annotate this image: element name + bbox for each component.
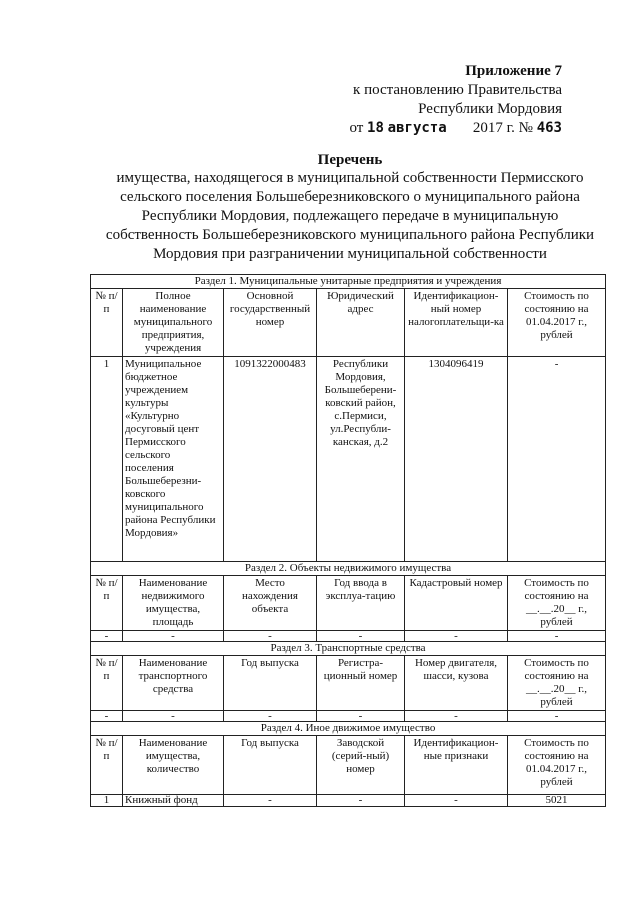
table-cell: - [91, 631, 123, 642]
table-cell: 5021 [508, 795, 606, 807]
table-cell: Книжный фонд [123, 795, 224, 807]
appendix-number: Приложение 7 [465, 63, 562, 79]
column-header: № п/п [91, 289, 123, 357]
table-cell: Республики Мордовия, Большеберени-ковский район, с.Пермиси, ул.Республи-канская, д.2 [317, 357, 405, 562]
appendix-line-3: Республики Мордовия [418, 101, 562, 117]
column-header: Стоимость по состоянию на __.__.20__ г., рублей [508, 656, 606, 711]
table-cell: Муниципальное бюджетное учреждением культуры «Культурно досуговый цент Пермисского сельского поселения Большеберезни-ковского муниципального района Республики Мордовия» [123, 357, 224, 562]
column-header: Регистра-ционный номер [317, 656, 405, 711]
section-3-title: Раздел 3. Транспортные средства [91, 642, 606, 656]
column-header: № п/п [91, 736, 123, 795]
column-header: Заводской (серий-ный) номер [317, 736, 405, 795]
table-cell: - [224, 631, 317, 642]
table-header-row [91, 736, 606, 795]
column-header: Год выпуска [224, 656, 317, 711]
table-cell: - [317, 631, 405, 642]
column-header: Номер двигателя, шасси, кузова [405, 656, 508, 711]
column-header: Полное наименование муниципального предприятия, учреждения [123, 289, 224, 357]
date-year: 2017 г. № [472, 120, 533, 136]
table-cell: - [91, 711, 123, 722]
column-header: № п/п [91, 576, 123, 631]
column-header: Год выпуска [224, 736, 317, 795]
subtitle-line: Республики Мордовия, подлежащего передаче в муниципальную [141, 208, 559, 224]
section-4-title: Раздел 4. Иное движимое имущество [91, 722, 606, 736]
column-header: Кадастровый номер [405, 576, 508, 631]
table-header-row [91, 289, 606, 357]
decree-number: 463 [536, 120, 562, 136]
table-cell: - [405, 795, 508, 807]
table-cell: - [508, 357, 606, 562]
section-1-title: Раздел 1. Муниципальные унитарные предприятия и учреждения [91, 275, 606, 289]
column-header: Год ввода в эксплуа-тацию [317, 576, 405, 631]
date-prefix: от [349, 120, 364, 136]
table-cell: 1 [91, 795, 123, 807]
section-2-title: Раздел 2. Объекты недвижимого имущества [91, 562, 606, 576]
table-cell: - [123, 711, 224, 722]
subtitle-line: Мордовия при разграничении муниципальной собственности [153, 246, 547, 262]
table-row [91, 357, 606, 562]
column-header: Стоимость по состоянию на 01.04.2017 г., рублей [508, 289, 606, 357]
table-cell: - [508, 711, 606, 722]
appendix-date-line [302, 119, 562, 138]
table-row [91, 711, 606, 722]
column-header: Стоимость по состоянию на __.__.20__ г., рублей [508, 576, 606, 631]
column-header: Юридический адрес [317, 289, 405, 357]
table-cell: - [317, 795, 405, 807]
document-title: Перечень [317, 152, 383, 168]
table-cell: - [224, 711, 317, 722]
subtitle-line: сельского поселения Большеберезниковского о муниципального района [120, 189, 580, 205]
column-header: Наименование имущества, количество [123, 736, 224, 795]
table-header-row [91, 656, 606, 711]
date-day: 18 [367, 120, 384, 136]
column-header: № п/п [91, 656, 123, 711]
column-header: Наименование транспортного средства [123, 656, 224, 711]
property-table [90, 274, 606, 807]
date-month: августа [387, 120, 447, 136]
table-cell: - [405, 711, 508, 722]
table-cell: 1304096419 [405, 357, 508, 562]
table-cell: 1091322000483 [224, 357, 317, 562]
column-header: Идентификацион-ные признаки [405, 736, 508, 795]
table-row [91, 795, 606, 807]
table-cell: - [224, 795, 317, 807]
subtitle-line: собственность Большеберезниковского муниципального района Республики [105, 227, 595, 243]
table-cell: - [405, 631, 508, 642]
column-header: Наименование недвижимого имущества, площадь [123, 576, 224, 631]
table-cell: - [317, 711, 405, 722]
appendix-header [302, 62, 562, 138]
column-header: Место нахождения объекта [224, 576, 317, 631]
table-cell: - [508, 631, 606, 642]
column-header: Стоимость по состоянию на 01.04.2017 г., рублей [508, 736, 606, 795]
appendix-line-2: к постановлению Правительства [353, 82, 562, 98]
document-subtitle [90, 169, 610, 264]
column-header: Основной государственный номер [224, 289, 317, 357]
column-header: Идентификацион-ный номер налогоплательщи-ка [405, 289, 508, 357]
table-header-row [91, 576, 606, 631]
table-row [91, 631, 606, 642]
table-cell: - [123, 631, 224, 642]
subtitle-line: имущества, находящегося в муниципальной собственности Пермисского [116, 170, 584, 186]
table-cell: 1 [91, 357, 123, 562]
